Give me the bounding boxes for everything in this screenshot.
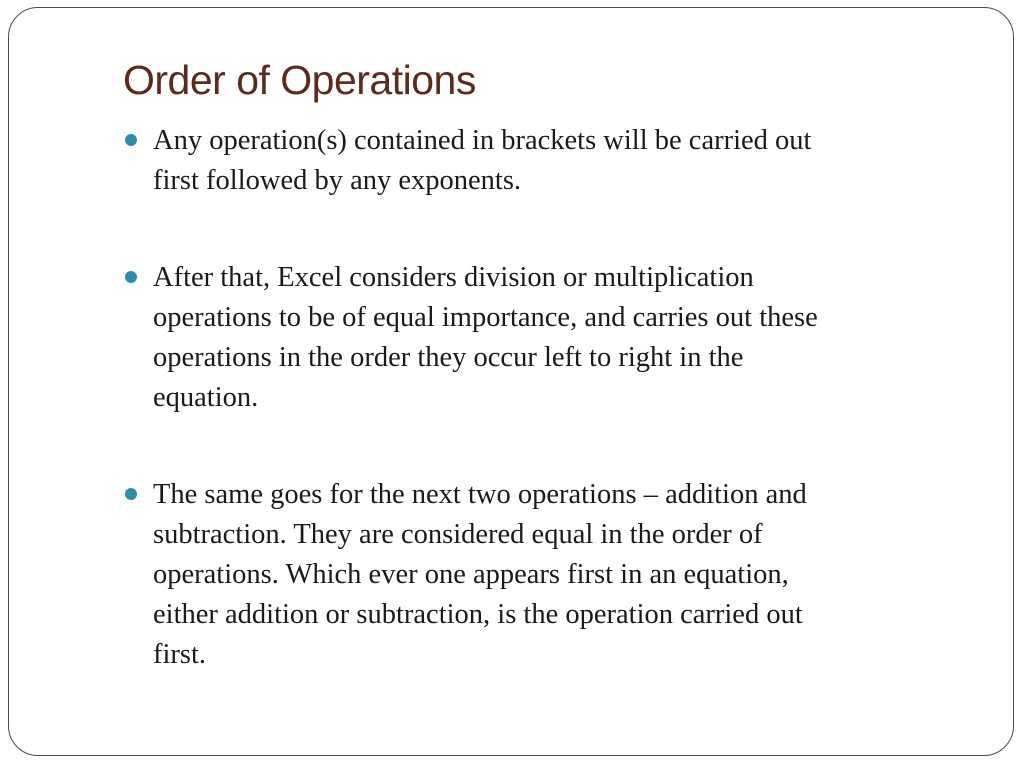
- bullet-line: either addition or subtraction, is the operation carried out: [153, 599, 803, 630]
- bullet-line: first.: [153, 639, 207, 670]
- slide-title: Order of Operations: [123, 57, 476, 103]
- bullet-line: equation.: [153, 382, 259, 413]
- bullet-list: [125, 121, 955, 732]
- bullet-line: After that, Excel considers division or multiplication: [153, 262, 754, 293]
- bullet-item: [125, 258, 955, 418]
- bullet-line: operations in the order they occur left to right in the: [153, 342, 744, 373]
- bullet-line: The same goes for the next two operations – addition and: [153, 479, 807, 510]
- bullet-dot-icon: [125, 134, 137, 146]
- bullet-dot-icon: [125, 271, 137, 283]
- bullet-dot-icon: [125, 488, 137, 500]
- bullet-line: first followed by any exponents.: [153, 165, 522, 196]
- bullet-line: subtraction. They are considered equal in the order of: [153, 519, 763, 550]
- bullet-item: [125, 475, 955, 675]
- bullet-line: operations to be of equal importance, and carries out these: [153, 302, 818, 333]
- bullet-line: Any operation(s) contained in brackets will be carried out: [153, 125, 812, 156]
- bullet-line: operations. Which ever one appears first in an equation,: [153, 559, 789, 590]
- slide-frame: [8, 7, 1014, 756]
- bullet-item: [125, 121, 955, 201]
